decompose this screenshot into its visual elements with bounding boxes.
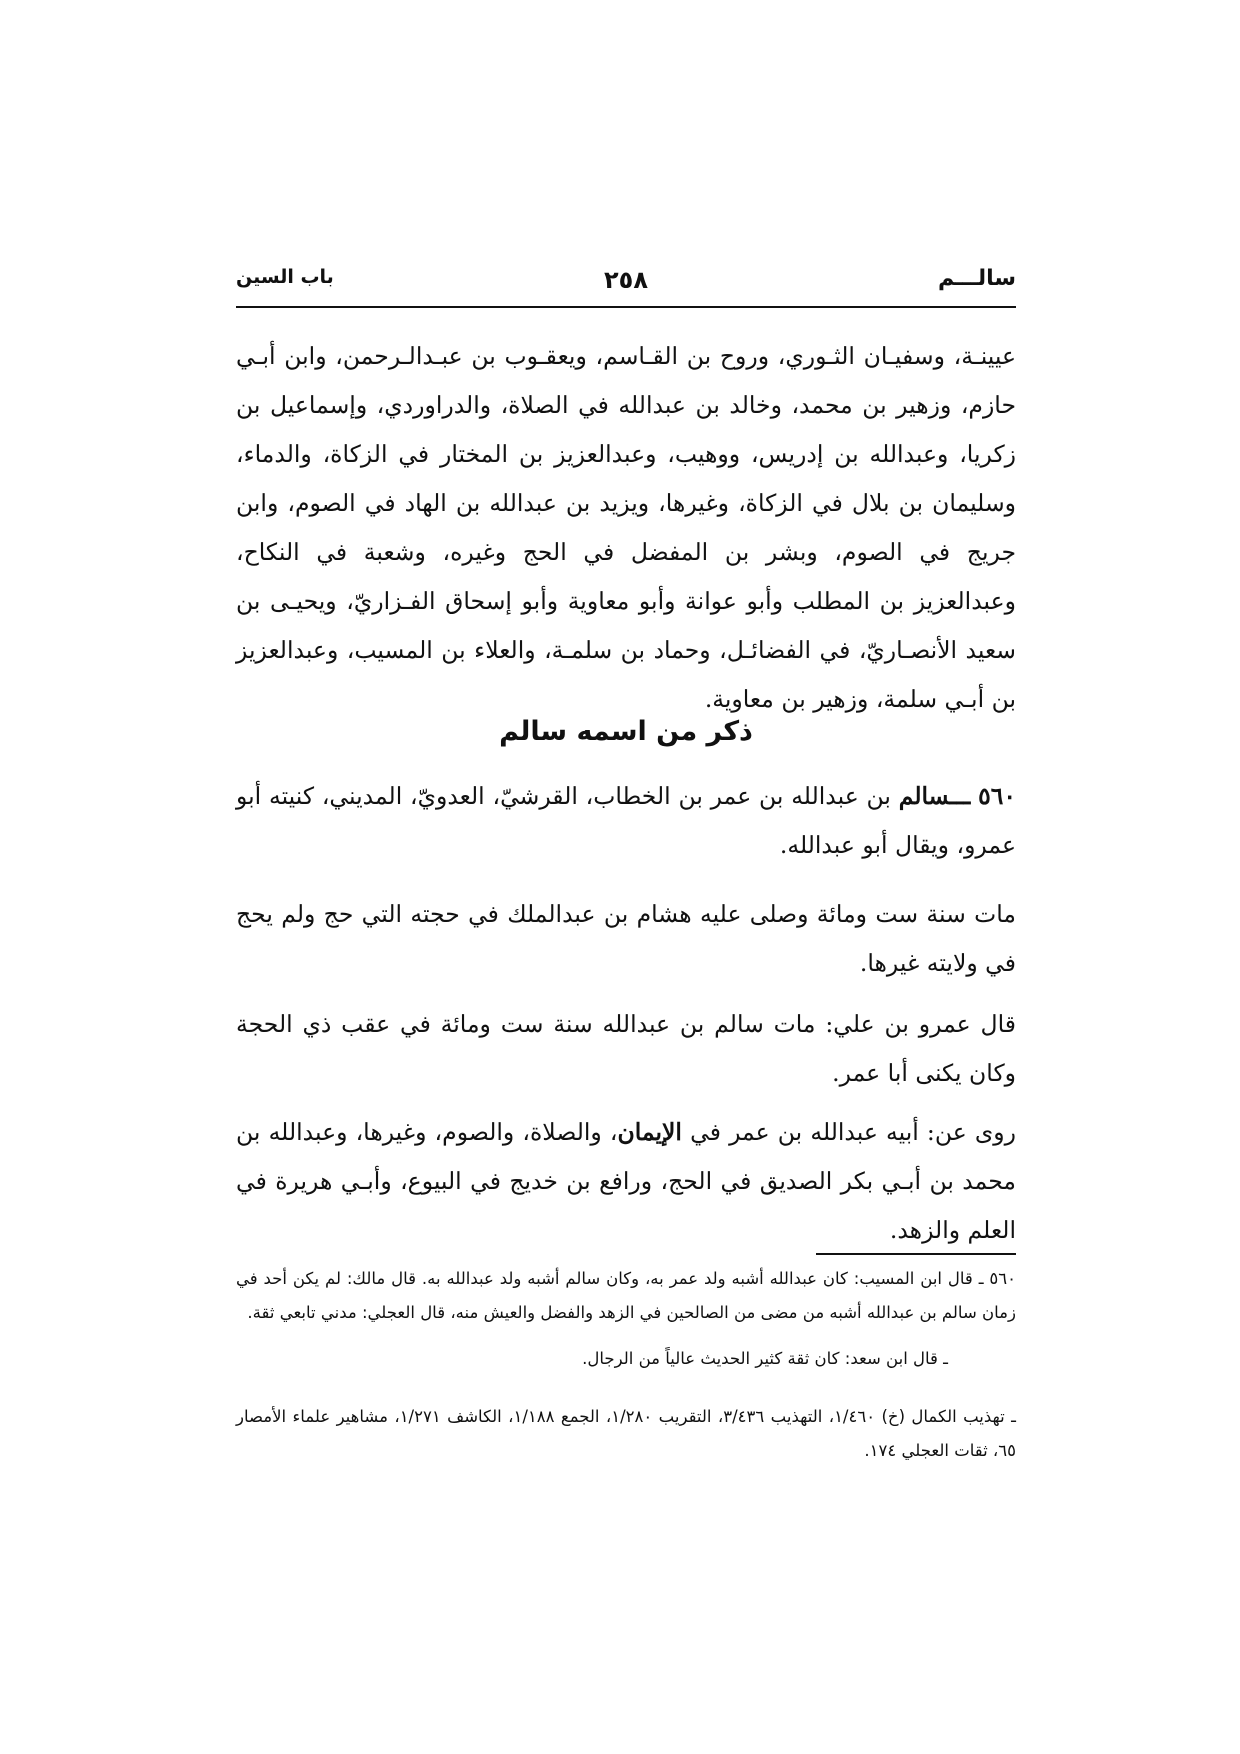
footnote-ibn-saad: ـ قال ابن سعد: كان ثقة كثير الحديث عالياً من الرجال. — [582, 1349, 948, 1368]
running-head-entry: سالـــم — [938, 266, 1016, 291]
amr-paragraph: قال عمرو بن علي: مات سالم بن عبدالله سنة ست ومائة في عقب ذي الحجة وكان يكنى أبا عمر. — [236, 1010, 1016, 1087]
running-head-chapter: باب السين — [236, 266, 334, 288]
footnote-divider — [816, 1253, 1016, 1255]
riwaya-text-end: ، والصلاة، والصوم، وغيرها، وعبدالله بن محمد بن أبـي بكر الصديق في الحج، ورافع بن خديج في البيوع، وأبـي هريرة في العلم والزهد. — [236, 1118, 1016, 1244]
riwaya-paragraph — [236, 1108, 1016, 1255]
entry-text: بن عبدالله بن عمر بن الخطاب، القرشيّ، العدويّ، المديني، كنيته أبو عمرو، ويقال أبو عبدالله. — [236, 782, 1016, 859]
page-number: ٢٥٨ — [604, 266, 648, 294]
death-paragraph: مات سنة ست ومائة وصلى عليه هشام بن عبدالملك في حجته التي حج ولم يحج في ولايته غيرها. — [236, 900, 1016, 977]
footnote-dash: ـ — [978, 1269, 984, 1288]
entry-name: سالم — [898, 782, 950, 810]
page-header — [236, 262, 1016, 308]
riwaya-bold-word: الإيمان — [617, 1118, 682, 1146]
footnote-text: قال ابن المسيب: كان عبدالله أشبه ولد عمر به، وكان سالم أشبه ولد عبدالله به. قال مالك: لم يكن أحد في زمان سالم بن عبدالله أشبه من مضى من الصالحين في الزهد والفضل والعيش منه، قال العجلي: مدني تابعي ثقة. — [236, 1269, 1016, 1322]
footnote-number: ٥٦٠ — [989, 1269, 1017, 1288]
intro-paragraph: عيينـة، وسفيـان الثـوري، وروح بن القـاسم، ويعقـوب بن عبـدالـرحمن، وابن أبـي حازم، وزهير بن محمد، وخالد بن عبدالله في الصلاة، والدراوردي، وإسماعيل بن زكريا، وعبدالله بن إدريس، ووهيب، وعبدالعزيز بن المختار في الزكاة، والدماء، وسليمان بن بلال في الزكاة، وغيرها، ويزيد بن عبدالله بن الهاد في الصوم، وابن جريج في الصوم، وبشر بن المفضل في الحج وغيره، وشعبة في النكاح، وعبدالعزيز بن المطلب وأبو عوانة وأبو معاوية وأبو إسحاق الفـزاريّ، ويحيـى بن سعيد الأنصـاريّ، في الفضائـل، وحماد بن سلمـة، والعلاء بن المسيب، وعبدالعزيز بن أبـي سلمة، وزهير بن معاوية. — [236, 342, 1016, 713]
footnote-main — [236, 1262, 1016, 1330]
footnote-sources: ـ تهذيب الكمال (خ) ١/٤٦٠، التهذيب ٣/٤٣٦، التقريب ١/٢٨٠، الجمع ١/١٨٨، الكاشف ١/٢٧١، مشاهير علماء الأمصار ٦٥، ثقات العجلي ١٧٤. — [236, 1407, 1016, 1460]
footnote-block — [236, 1262, 1016, 1376]
section-heading: ذكر من اسمه سالم — [499, 716, 753, 747]
entry-number: ٥٦٠ — [978, 782, 1016, 810]
entry-paragraph — [236, 772, 1016, 870]
entry-dash: ـــ — [949, 782, 971, 810]
riwaya-text-start: روى عن: أبيه عبدالله بن عمر في — [690, 1118, 1016, 1146]
